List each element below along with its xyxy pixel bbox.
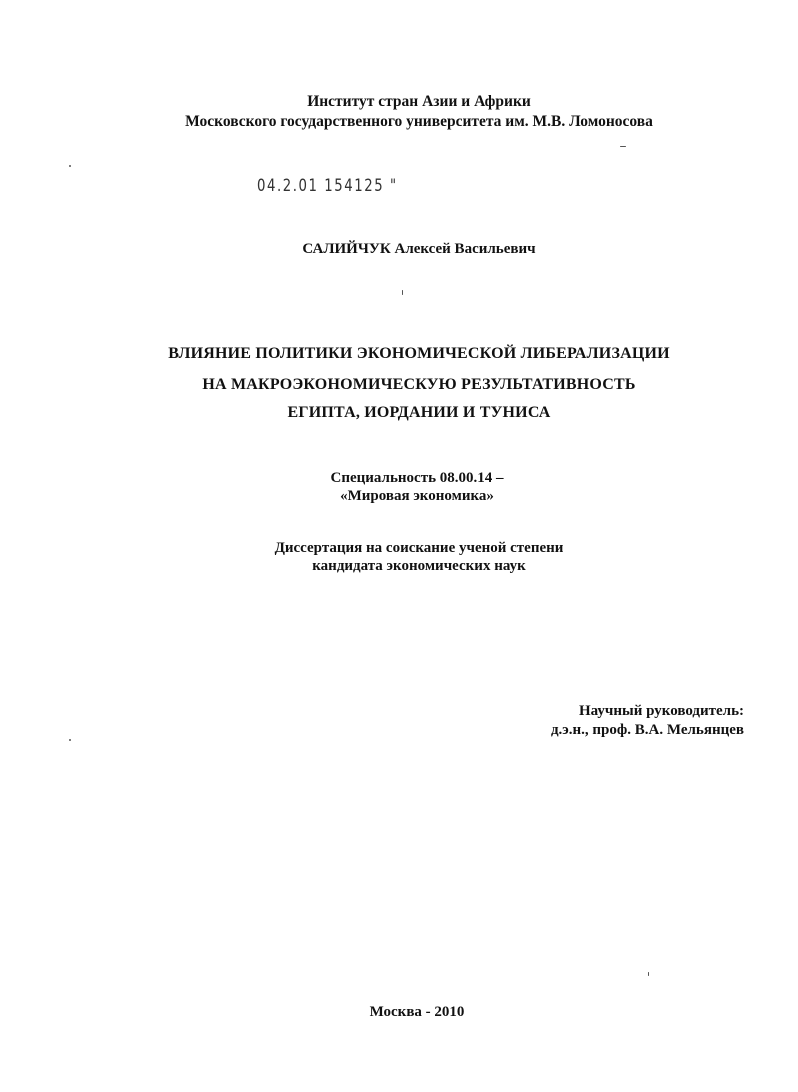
archive-stamp: 04.2.01 154125 " [257,176,398,196]
degree-statement-line-1: Диссертация на соискание ученой степени [274,540,564,556]
thesis-title-line-1: ВЛИЯНИЕ ПОЛИТИКИ ЭКОНОМИЧЕСКОЙ ЛИБЕРАЛИЗАЦИИ [168,345,670,362]
city-year: Москва - 2010 [369,1004,465,1020]
specialty-code: Специальность 08.00.14 – [330,470,504,486]
thesis-title-line-3: ЕГИПТА, ИОРДАНИИ И ТУНИСА [287,404,551,421]
degree-statement-line-2: кандидата экономических наук [312,558,526,574]
scan-speck [402,290,403,295]
supervisor-label: Научный руководитель: [579,703,744,719]
supervisor-name: д.э.н., проф. В.А. Мельянцев [550,722,744,738]
specialty-name: «Мировая экономика» [340,488,494,504]
university-name: Московского государственного университета им. М.В. Ломоносова [185,113,653,130]
scan-speck [620,146,626,147]
institute-name: Институт стран Азии и Африки [307,93,531,110]
scan-speck [69,739,71,741]
scan-speck [648,972,649,976]
author-name: САЛИЙЧУК Алексей Васильевич [302,241,536,257]
thesis-title-line-2: НА МАКРОЭКОНОМИЧЕСКУЮ РЕЗУЛЬТАТИВНОСТЬ [202,376,636,393]
scan-speck [69,165,71,167]
